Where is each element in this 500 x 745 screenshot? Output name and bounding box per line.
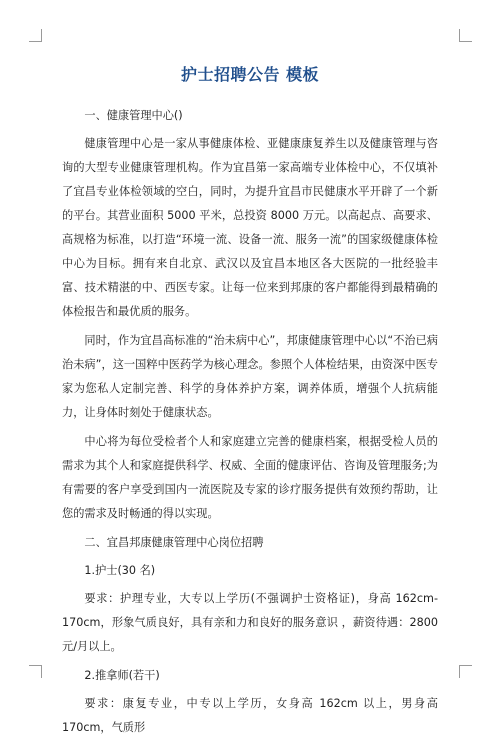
job-requirements-masseur: 要求：康复专业，中专以上学历，女身高 162cm 以上，男身高 170cm，气质形	[62, 697, 438, 734]
job-requirements-nurse: 要求：护理专业，大专以上学历(不强调护士资格证)，身高 162cm-170cm，形象气质良好，具有亲和力和良好的服务意识 ，薪资待遇：2800 元/月以上。	[62, 592, 438, 653]
body-paragraph-intro: 健康管理中心是一家从事健康体检、亚健康康复养生以及健康管理与咨询的大型专业健康管理机构。作为宜昌第一家高端专业体检中心，不仅填补了宜昌专业体检领域的空白，同时，为提升宜昌市民健康水平开辟了一个新的平台。其营业面积 5000 平米，总投资 8000 万元。以高起点、高要求、高规格为标准，以打造“环境一流、设备一流、服务一流”的国家级健康体检中心为目标。拥有来自北京、武汉以及宜昌本地区各大医院的一批经验丰富、技术精湛的中、西医专家。让每一位来到邦康的客户都能得到最精确的体检报告和最优质的服务。	[62, 137, 438, 318]
crop-mark-bottom-left	[29, 665, 42, 678]
crop-mark-bottom-right	[459, 665, 472, 678]
body-paragraph-services: 中心将为每位受检者个人和家庭建立完善的健康档案，根据受检人员的需求为其个人和家庭提供科学、权威、全面的健康评估、咨询及管理服务;为有需要的客户享受到国内一流医院及专家的诊疗服务提供有效预约帮助，让您的需求及时畅通的得以实现。	[62, 435, 438, 520]
crop-mark-top-left	[29, 29, 42, 42]
body-paragraph-concept: 同时，作为宜昌高标准的“治未病中心”，邦康健康管理中心以“不治已病治未病”，这一国粹中医药学为核心理念。参照个人体检结果，由资深中医专家为您私人定制完善、科学的身体养护方案，调养体质，增强个人抗病能力，让身体时刻处于健康状态。	[62, 334, 438, 419]
crop-mark-top-right	[459, 29, 472, 42]
document-body	[62, 104, 438, 745]
job-title-masseur: 2.推拿师(若干)	[84, 669, 160, 682]
document-title: 护士招聘公告 模板	[180, 65, 320, 84]
job-title-nurse: 1.护士(30 名)	[84, 564, 156, 577]
section-heading-2: 二、宜昌邦康健康管理中心岗位招聘	[84, 536, 264, 549]
section-heading-1: 一、健康管理中心()	[84, 109, 183, 122]
